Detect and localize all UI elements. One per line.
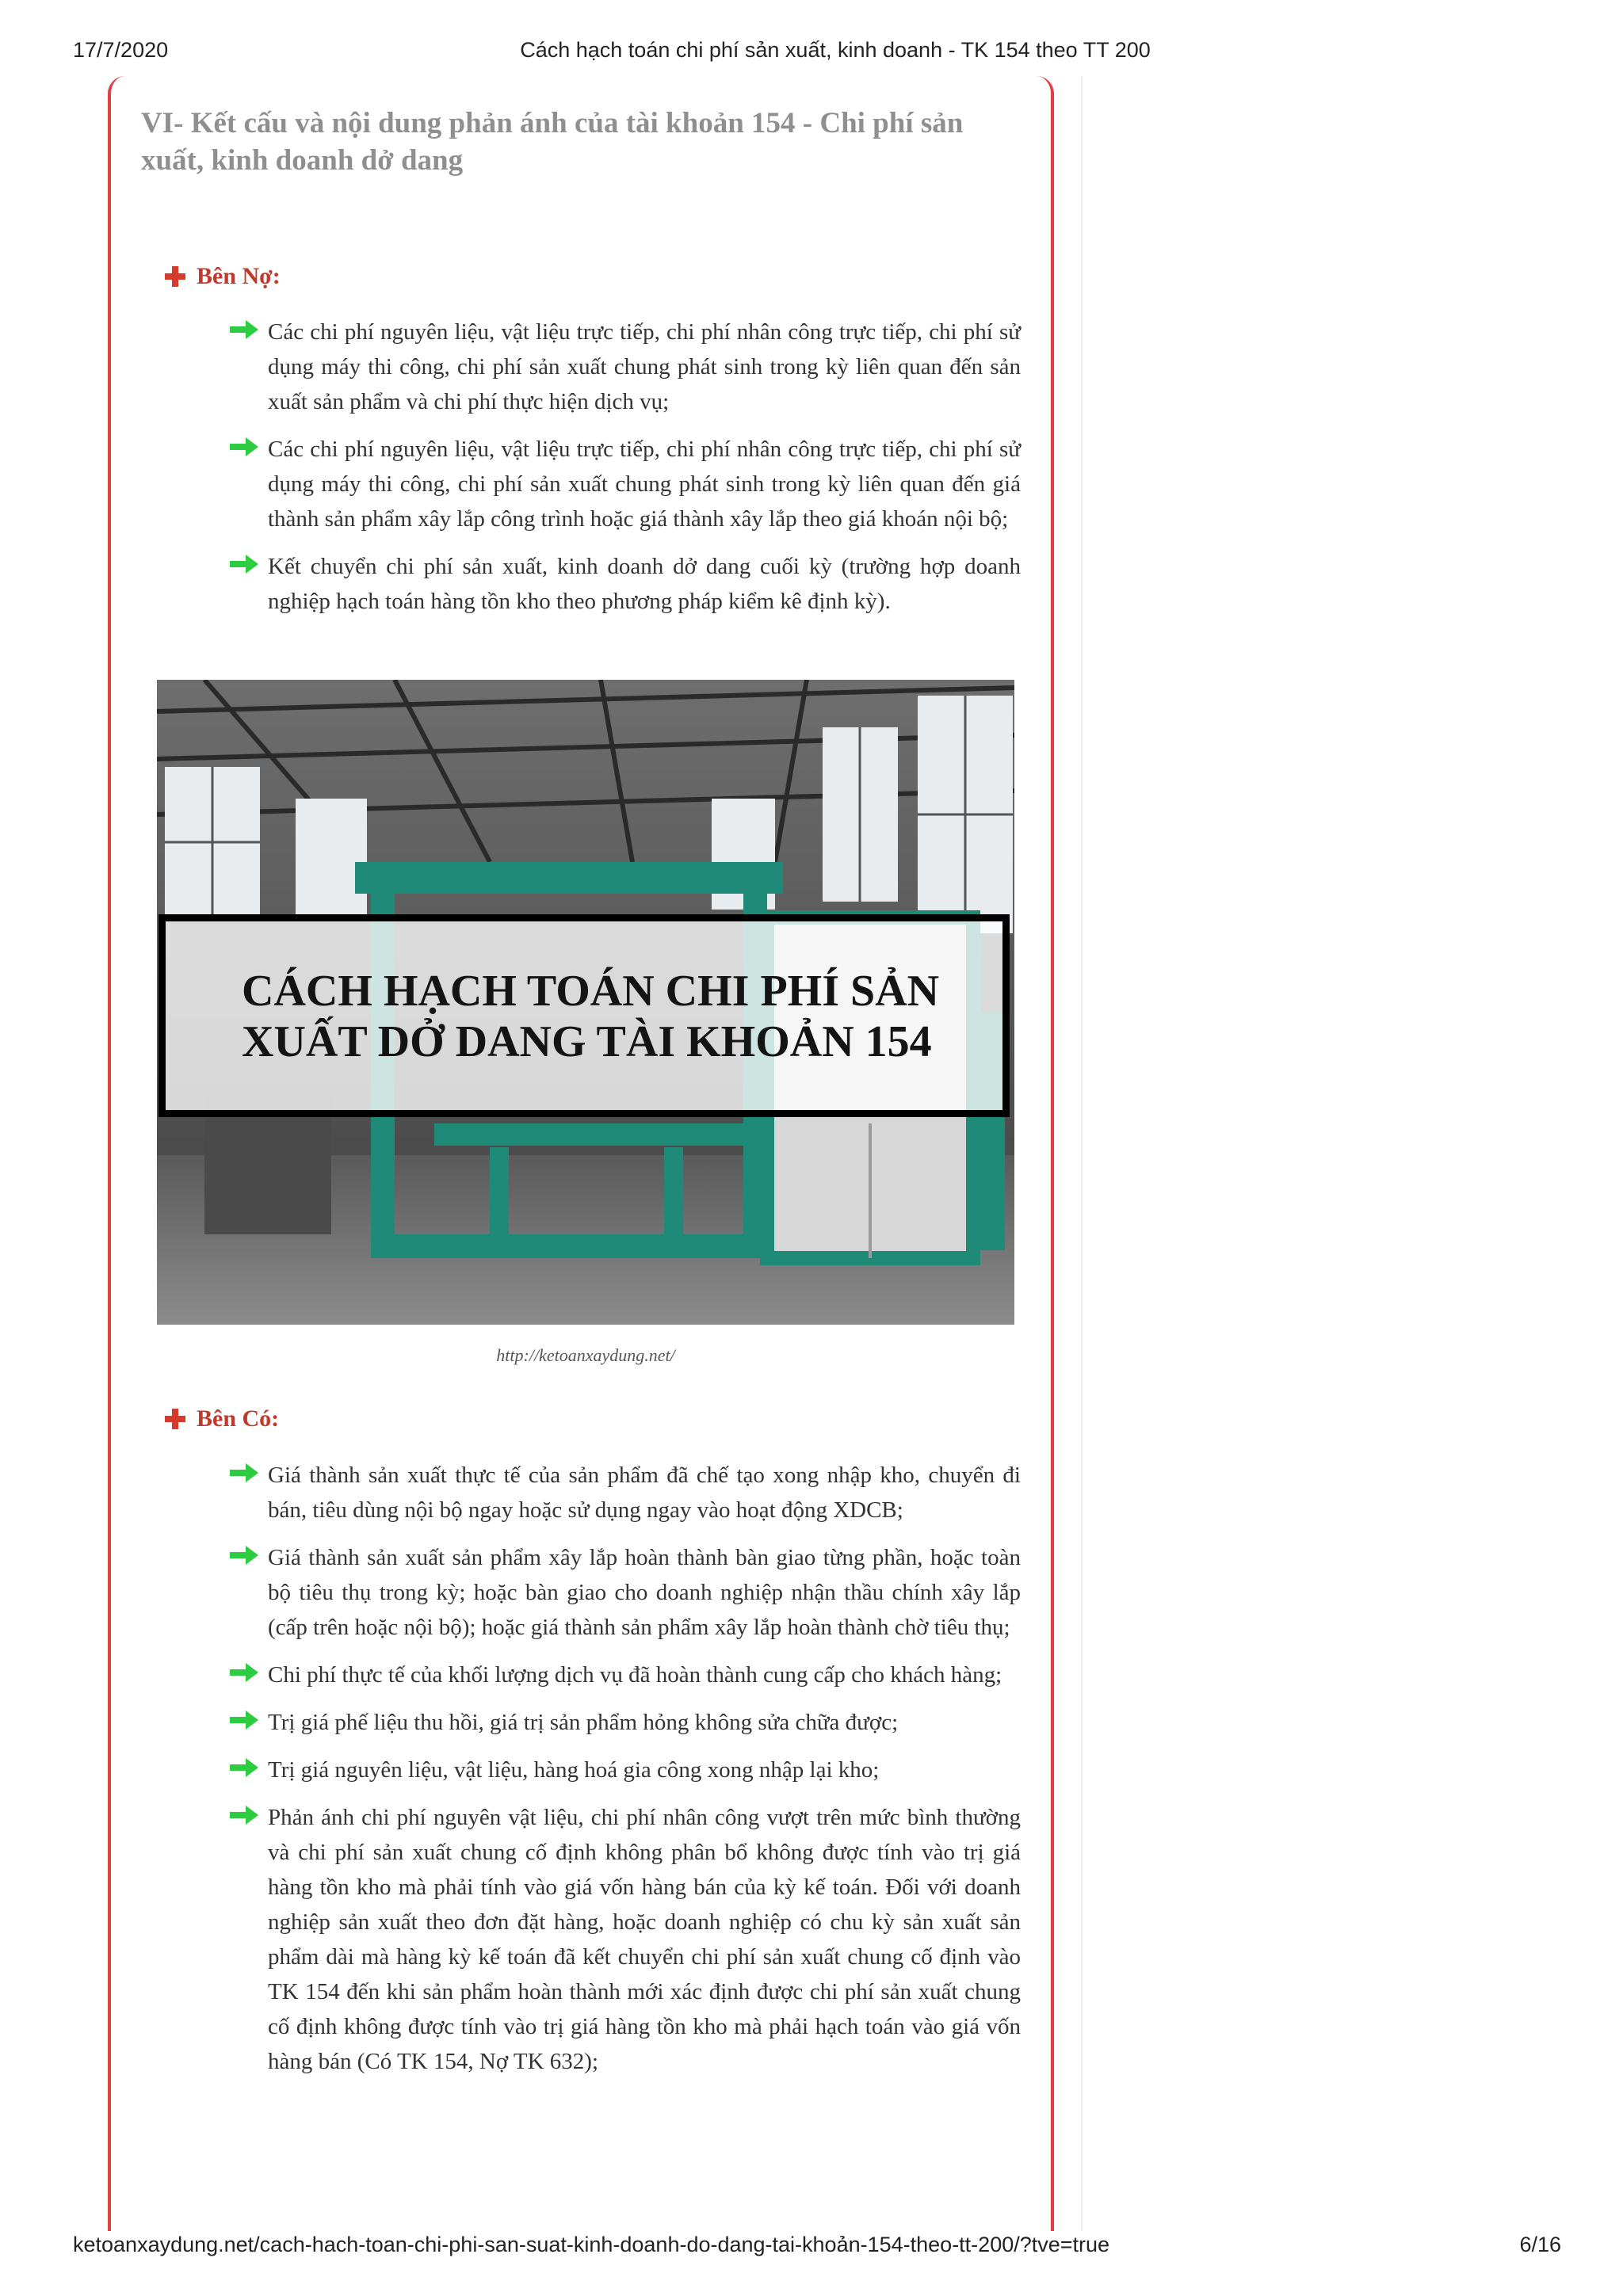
debit-heading [165, 263, 281, 290]
debit-list [228, 315, 1021, 631]
plus-icon [165, 1409, 185, 1429]
print-page-title: Cách hạch toán chi phí sản xuất, kinh doanh - TK 154 theo TT 200 [520, 38, 1151, 62]
image-source: http://ketoanxaydung.net/ [496, 1345, 675, 1365]
arrow-right-icon [228, 1803, 260, 1827]
arrow-right-icon [228, 1708, 260, 1732]
list-item-text: Phản ánh chi phí nguyên vật liệu, chi phí nhân công vượt trên mức bình thường và chi phí sản xuất chung cố định không phân bổ không được tính vào trị giá hàng tồn kho mà phải tính vào giá vốn hàng bán của kỳ kế toán. Đối với doanh nghiệp sản xuất theo đơn đặt hàng, hoặc doanh nghiệp có chu kỳ sản xuất sản phẩm dài mà hàng kỳ kế toán đã kết chuyển chi phí sản xuất chung cố định vào TK 154 đến khi sản phẩm hoàn thành mới xác định được chi phí sản xuất chung cố định không được tính vào trị giá hàng tồn kho mà phải hạch toán vào giá vốn hàng bán (Có TK 154, Nợ TK 632); [268, 1805, 1021, 2074]
image-caption [242, 966, 995, 1067]
sidebar-divider [1081, 76, 1083, 2231]
factory-image [157, 680, 1014, 1325]
arrow-right-icon [228, 318, 260, 341]
list-item-text: Giá thành sản xuất thực tế của sản phẩm đã chế tạo xong nhập kho, chuyển đi bán, tiêu dùng nội bộ ngay hoặc sử dụng ngay vào hoạt động XDCB; [268, 1463, 1021, 1523]
print-date: 17/7/2020 [73, 38, 169, 62]
debit-heading-label: Bên Nợ: [197, 263, 281, 289]
list-item [228, 1458, 1021, 1527]
arrow-right-icon [228, 1461, 260, 1485]
list-item-text: Các chi phí nguyên liệu, vật liệu trực tiếp, chi phí nhân công trực tiếp, chi phí sử dụng máy thi công, chi phí sản xuất chung phát sinh trong kỳ liên quan đến sản xuất sản phẩm và chi phí thực hiện dịch vụ; [268, 319, 1021, 414]
credit-heading-label: Bên Có: [197, 1405, 280, 1432]
arrow-right-icon [228, 552, 260, 576]
list-item [228, 1753, 1021, 1787]
list-item [228, 1800, 1021, 2079]
list-item-text: Trị giá phế liệu thu hồi, giá trị sản phẩm hỏng không sửa chữa được; [268, 1710, 899, 1735]
print-footer [0, 2233, 1623, 2264]
plus-icon [165, 266, 185, 287]
list-item-text: Trị giá nguyên liệu, vật liệu, hàng hoá gia công xong nhập lại kho; [268, 1757, 880, 1783]
list-item-text: Chi phí thực tế của khối lượng dịch vụ đã hoàn thành cung cấp cho khách hàng; [268, 1662, 1002, 1688]
credit-heading [165, 1405, 279, 1432]
arrow-right-icon [228, 1543, 260, 1567]
list-item [228, 549, 1021, 619]
print-url: ketoanxaydung.net/cach-hach-toan-chi-phi-san-suat-kinh-doanh-do-dang-tai-khoản-154-theo-tt-200/?tve=true [73, 2233, 1110, 2256]
arrow-right-icon [228, 1661, 260, 1684]
list-item-text: Kết chuyển chi phí sản xuất, kinh doanh dở dang cuối kỳ (trường hợp doanh nghiệp hạch toán hàng tồn kho theo phương pháp kiểm kê định kỳ). [268, 554, 1021, 614]
list-item [228, 1657, 1021, 1692]
image-caption-line1: CÁCH HẠCH TOÁN CHI PHÍ SẢN [242, 967, 940, 1016]
list-item-text: Các chi phí nguyên liệu, vật liệu trực tiếp, chi phí nhân công trực tiếp, chi phí sử dụng máy thi công, chi phí sản xuất chung phát sinh trong kỳ liên quan đến giá thành sản phẩm xây lắp công trình hoặc giá thành xây lắp theo giá khoán nội bộ; [268, 437, 1021, 532]
list-item [228, 1705, 1021, 1740]
credit-list [228, 1458, 1021, 2092]
image-caption-box [158, 914, 1010, 1117]
image-caption-line2: XUẤT DỞ DANG TÀI KHOẢN 154 [242, 1017, 932, 1066]
list-item [228, 315, 1021, 419]
print-header [0, 38, 1623, 70]
list-item-text: Giá thành sản xuất sản phẩm xây lắp hoàn thành bàn giao từng phần, hoặc toàn bộ tiêu thụ trong kỳ; hoặc bàn giao cho doanh nghiệp nhận thầu chính xây lắp (cấp trên hoặc nội bộ); hoặc giá thành sản phẩm xây lắp hoàn thành chờ tiêu thụ; [268, 1545, 1021, 1640]
list-item [228, 432, 1021, 536]
list-item [228, 1540, 1021, 1645]
arrow-right-icon [228, 435, 260, 459]
page-number: 6/16 [1519, 2233, 1561, 2256]
section-title: VI- Kết cấu và nội dung phản ánh của tài khoản 154 - Chi phí sản xuất, kinh doanh dở dang [141, 107, 964, 177]
arrow-right-icon [228, 1756, 260, 1779]
